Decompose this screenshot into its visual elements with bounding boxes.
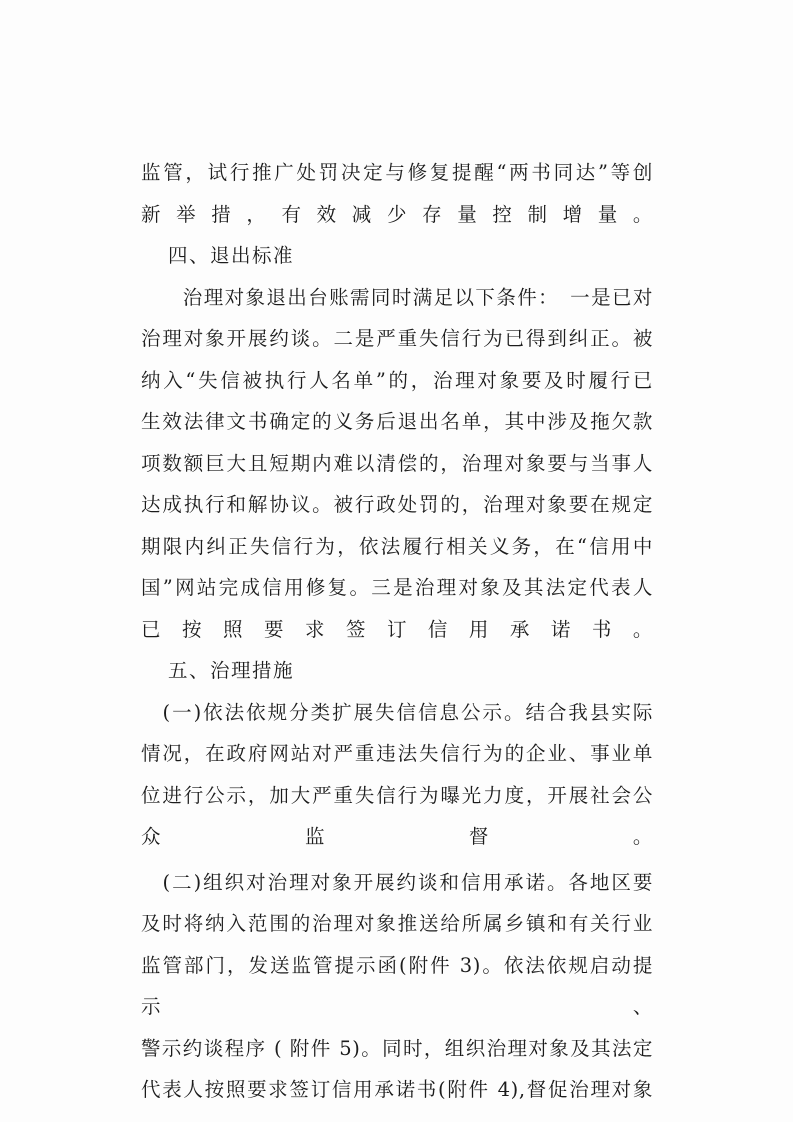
- text-line: (二)组织对治理对象开展约谈和信用承诺。各地区要: [141, 870, 653, 894]
- text-line: 纳入“失信被执行人名单”的，治理对象要及时履行已: [141, 368, 653, 392]
- text-line: 警示约谈程序 ( 附件 5)。同时，组织治理对象及其法定: [141, 1036, 653, 1060]
- paragraph-supervision: [141, 152, 653, 235]
- text-line: 生效法律文书确定的义务后退出名单，其中涉及拖欠款: [141, 410, 653, 433]
- paragraph-exit-conditions: [141, 277, 653, 651]
- text-line: 监管部门，发送监管提示函(附件 3)。依法依规启动提示、: [141, 953, 653, 1018]
- text-line: 情况，在政府网站对严重违法失信行为的企业、事业单: [141, 742, 653, 765]
- text-line: 监管，试行推广处罚决定与修复提醒“两书同达”等创: [141, 161, 653, 184]
- text-line: 代表人按照要求签订信用承诺书(附件 4),督促治理对象: [141, 1078, 653, 1101]
- document-body: [141, 152, 653, 1111]
- section-heading-exit-standards: 四、退出标准: [168, 244, 295, 267]
- text-line: 国”网站完成信用修复。三是治理对象及其法定代表人: [141, 576, 653, 599]
- text-line: 期限内纠正失信行为，依法履行相关义务，在“信用中: [141, 534, 653, 558]
- text-line: 治理对象退出台账需同时满足以下条件： 一是已对: [141, 285, 653, 309]
- text-line: 众监督。: [141, 825, 653, 848]
- paragraph-measure-1: [141, 692, 653, 858]
- text-line: 达成执行和解协议。被行政处罚的，治理对象要在规定: [141, 493, 653, 516]
- text-line: 新举措，有效减少存量控制增量。: [141, 202, 653, 226]
- text-line: (一)依法依规分类扩展失信信息公示。结合我县实际: [141, 700, 653, 724]
- text-line: 项数额巨大且短期内难以清偿的，治理对象要与当事人: [141, 451, 653, 475]
- text-line: 已按照要求签订信用承诺书。: [141, 617, 653, 641]
- text-line: 治理对象开展约谈。二是严重失信行为已得到纠正。被: [141, 327, 653, 350]
- text-line: 位进行公示，加大严重失信行为曝光力度，开展社会公: [141, 783, 653, 807]
- paragraph-measure-2: [141, 862, 653, 1111]
- section-heading-governance-measures: 五、治理措施: [168, 659, 295, 682]
- text-line: 及时将纳入范围的治理对象推送给所属乡镇和有关行业: [141, 912, 653, 935]
